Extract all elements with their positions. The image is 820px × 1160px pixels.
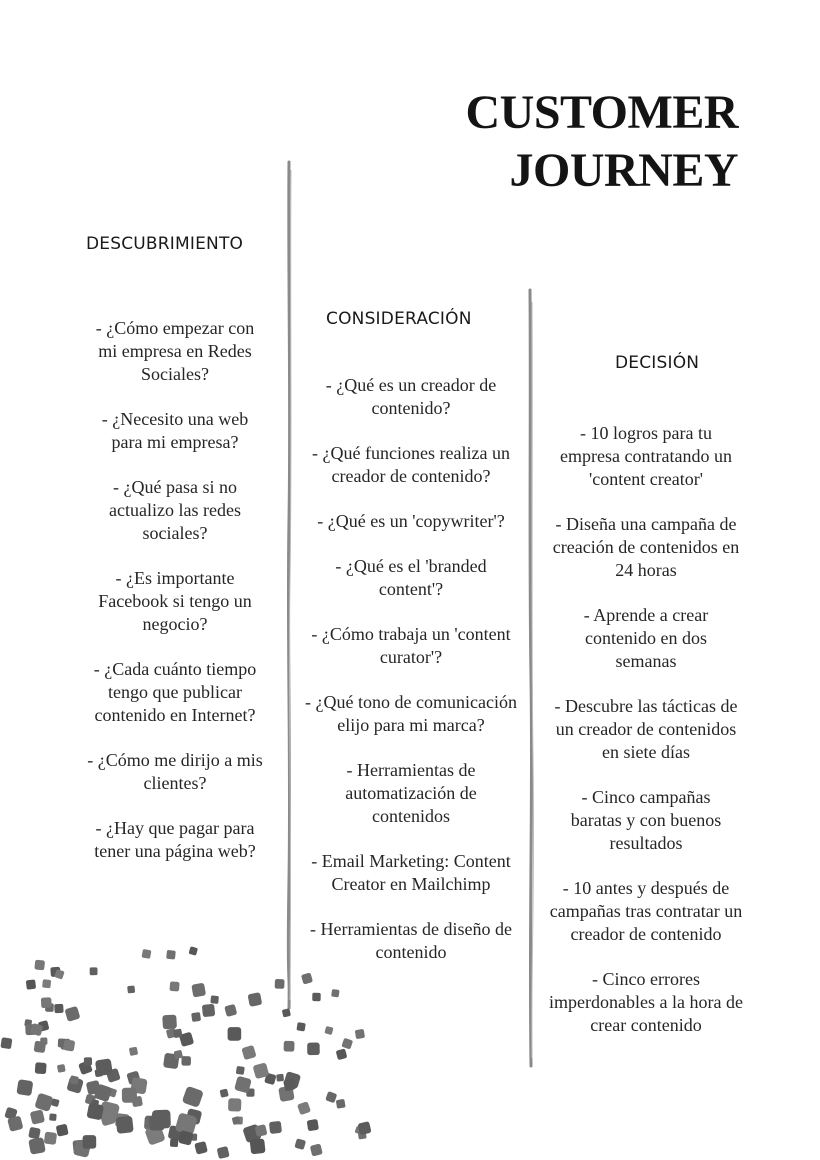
decorative-square — [355, 1029, 365, 1039]
list-item: - ¿Qué es un 'copywriter'? — [317, 511, 505, 531]
decorative-square — [162, 1015, 177, 1030]
decorative-square — [49, 1113, 57, 1121]
decorative-square — [228, 1027, 242, 1041]
decorative-square — [224, 1004, 237, 1017]
decorative-square — [56, 1124, 69, 1137]
decorative-square — [173, 1029, 183, 1039]
list-item: - ¿Cómo empezar con mi empresa en Redes Sociales? — [95, 318, 255, 384]
decorative-squares-pattern — [0, 930, 380, 1160]
list-item: - ¿Cada cuánto tiempo tengo que publicar contenido en Internet? — [93, 659, 257, 725]
column-consideracion — [300, 374, 522, 986]
decorative-square — [127, 985, 135, 993]
divider-line-right — [521, 288, 541, 1068]
decorative-square — [250, 1138, 266, 1154]
decorative-square — [325, 1091, 337, 1103]
decorative-square — [312, 993, 321, 1002]
decorative-square — [275, 979, 285, 989]
decorative-square — [182, 1086, 204, 1108]
decorative-square — [210, 995, 219, 1004]
decorative-square — [284, 1041, 295, 1052]
decorative-square — [86, 1103, 104, 1121]
decorative-square — [336, 1099, 346, 1109]
list-item: - Herramientas de automatización de contenidos — [345, 760, 477, 826]
decorative-square — [64, 1006, 80, 1022]
list-item: - ¿Cómo me dirijo a mis clientes? — [87, 750, 263, 793]
decorative-square — [310, 1143, 323, 1156]
decorative-square — [28, 1127, 41, 1140]
decorative-square — [169, 981, 179, 991]
column-descubrimiento — [80, 317, 270, 885]
decorative-square — [34, 960, 45, 971]
decorative-square — [30, 1109, 45, 1124]
decorative-square — [241, 1045, 256, 1060]
decorative-square — [84, 1057, 92, 1065]
heading-consideracion: CONSIDERACIÓN — [326, 309, 472, 329]
page-title — [466, 84, 739, 200]
list-item: - Diseña una campaña de creación de contenidos en 24 horas — [552, 514, 740, 580]
decorative-square — [34, 1041, 46, 1053]
decorative-square — [57, 1064, 66, 1073]
decorative-square — [166, 950, 176, 960]
decorative-square — [152, 1110, 171, 1129]
column-decision — [548, 422, 744, 1059]
list-item: - Herramientas de diseño de contenido — [310, 919, 512, 962]
decorative-square — [35, 1062, 47, 1074]
decorative-square — [116, 1116, 134, 1134]
decorative-square — [191, 1012, 201, 1022]
heading-descubrimiento: DESCUBRIMIENTO — [86, 234, 244, 254]
decorative-square — [83, 1135, 97, 1149]
decorative-square — [44, 1132, 57, 1145]
decorative-square — [95, 1058, 113, 1076]
decorative-square — [34, 1093, 54, 1113]
decorative-square — [194, 1141, 208, 1155]
decorative-square — [282, 1008, 291, 1017]
heading-decision: DECISIÓN — [615, 353, 700, 373]
title-line-1: CUSTOMER — [465, 86, 738, 139]
decorative-square — [301, 972, 313, 984]
decorative-square — [28, 1137, 46, 1155]
decorative-square — [42, 979, 51, 988]
decorative-square — [26, 979, 36, 989]
decorative-square — [276, 1074, 284, 1082]
decorative-square — [129, 1047, 138, 1056]
list-item: - 10 logros para tu empresa contratando un 'content creator' — [560, 423, 732, 489]
decorative-square — [296, 1022, 305, 1031]
decorative-square — [324, 1026, 333, 1035]
list-item: - 10 antes y después de campañas tras contratar un creador de contenido — [549, 878, 743, 944]
decorative-square — [122, 1088, 137, 1103]
decorative-square — [307, 1119, 319, 1131]
list-item: - ¿Necesito una web para mi empresa? — [101, 409, 249, 452]
decorative-square — [63, 1039, 75, 1051]
list-item: - ¿Qué funciones realiza un creador de contenido? — [312, 443, 510, 486]
decorative-square — [236, 1066, 245, 1075]
decorative-square — [0, 1037, 12, 1049]
decorative-square — [269, 1121, 282, 1134]
decorative-square — [54, 1004, 64, 1014]
list-item: - Cinco campañas baratas y con buenos resultados — [570, 787, 722, 853]
decorative-square — [228, 1098, 241, 1111]
list-item: - Aprende a crear contenido en dos semanas — [583, 605, 709, 671]
decorative-square — [191, 983, 206, 998]
decorative-square — [170, 1139, 178, 1147]
decorative-square — [217, 1146, 230, 1159]
decorative-square — [331, 989, 339, 997]
decorative-square — [341, 1038, 353, 1050]
decorative-square — [181, 1056, 190, 1065]
decorative-square — [336, 1048, 348, 1060]
list-item: - Descubre las tácticas de un creador de contenidos en siete días — [554, 696, 738, 762]
list-item: - ¿Qué es el 'branded content'? — [335, 556, 487, 599]
decorative-square — [202, 1004, 216, 1018]
title-line-2: JOURNEY — [509, 144, 738, 197]
list-item: - ¿Qué tono de comunicación elijo para mi marca? — [305, 692, 517, 735]
list-item: - ¿Qué pasa si no actualizo las redes sociales? — [109, 477, 241, 543]
decorative-square — [142, 949, 152, 959]
list-item: - ¿Hay que pagar para tener una página web? — [94, 818, 256, 861]
list-item: - ¿Qué es un creador de contenido? — [325, 375, 497, 418]
decorative-square — [41, 997, 52, 1008]
decorative-square — [307, 1043, 320, 1056]
decorative-square — [294, 1138, 306, 1150]
list-item: - Cinco errores imperdonables a la hora de crear contenido — [549, 969, 743, 1035]
decorative-square — [90, 967, 98, 975]
decorative-square — [248, 992, 263, 1007]
decorative-square — [297, 1101, 311, 1115]
decorative-square — [220, 1089, 229, 1098]
decorative-square — [16, 1079, 33, 1096]
divider-line-left — [280, 160, 300, 1010]
list-item: - Email Marketing: Content Creator en Mailchimp — [311, 851, 511, 894]
list-item: - ¿Es importante Facebook si tengo un negocio? — [98, 568, 252, 634]
list-item: - ¿Cómo trabaja un 'content curator'? — [311, 624, 511, 667]
decorative-square — [189, 946, 198, 955]
